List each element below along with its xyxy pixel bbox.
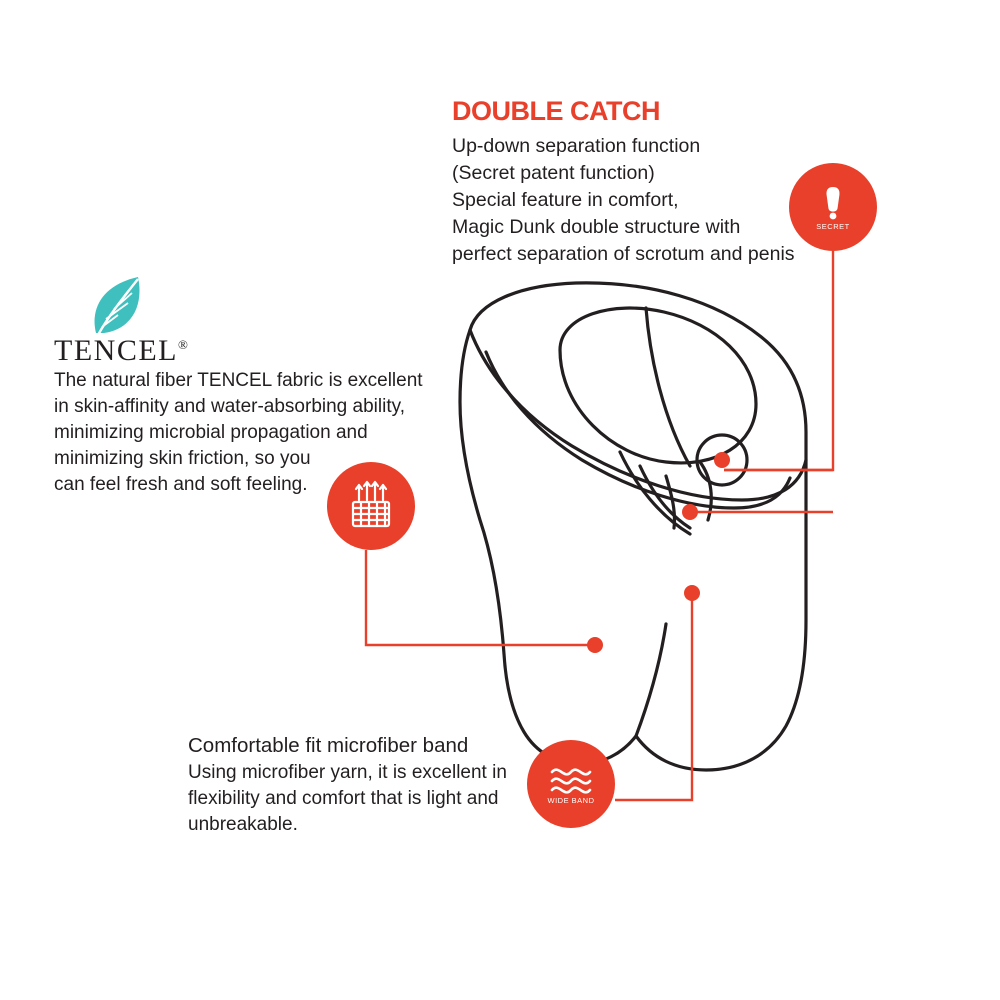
badge-wide-band — [527, 740, 615, 828]
badge-secret — [789, 163, 877, 251]
microfiber-line-3: unbreakable. — [188, 814, 298, 835]
tencel-brand-mark: ® — [177, 337, 190, 352]
tencel-brand — [54, 334, 423, 368]
tencel-line-3: minimizing microbial propagation and — [54, 422, 368, 443]
airflow-icon — [347, 480, 395, 530]
tencel-line-5: can feel fresh and soft feeling. — [54, 474, 308, 495]
double-catch-line-3: Special feature in comfort, — [452, 189, 679, 211]
microfiber-line-2: flexibility and comfort that is light and — [188, 788, 499, 809]
double-catch-heading: DOUBLE CATCH — [452, 96, 660, 126]
double-catch-line-2: (Secret patent function) — [452, 162, 655, 184]
microfiber-line-1: Using microfiber yarn, it is excellent in — [188, 762, 507, 783]
tencel-line-4: minimizing skin friction, so you — [54, 448, 311, 469]
tencel-line-2: in skin-affinity and water-absorbing ability, — [54, 396, 405, 417]
exclamation-icon — [820, 184, 846, 220]
double-catch-line-4: Magic Dunk double structure with — [452, 216, 741, 238]
badge-wide-band-label: WIDE BAND — [547, 795, 595, 805]
tencel-line-1: The natural fiber TENCEL fabric is excellent — [54, 370, 423, 391]
double-catch-callout — [452, 96, 795, 268]
badge-breathable — [327, 462, 415, 550]
badge-secret-label: SECRET — [816, 221, 850, 231]
double-catch-line-1: Up-down separation function — [452, 135, 701, 157]
microfiber-band-callout — [188, 732, 507, 838]
leaf-icon — [88, 275, 148, 337]
double-catch-line-5: perfect separation of scrotum and penis — [452, 243, 795, 265]
tencel-brand-text: TENCEL — [54, 334, 178, 367]
microfiber-title: Comfortable fit microfiber band — [188, 734, 469, 757]
wave-icon — [548, 764, 594, 794]
